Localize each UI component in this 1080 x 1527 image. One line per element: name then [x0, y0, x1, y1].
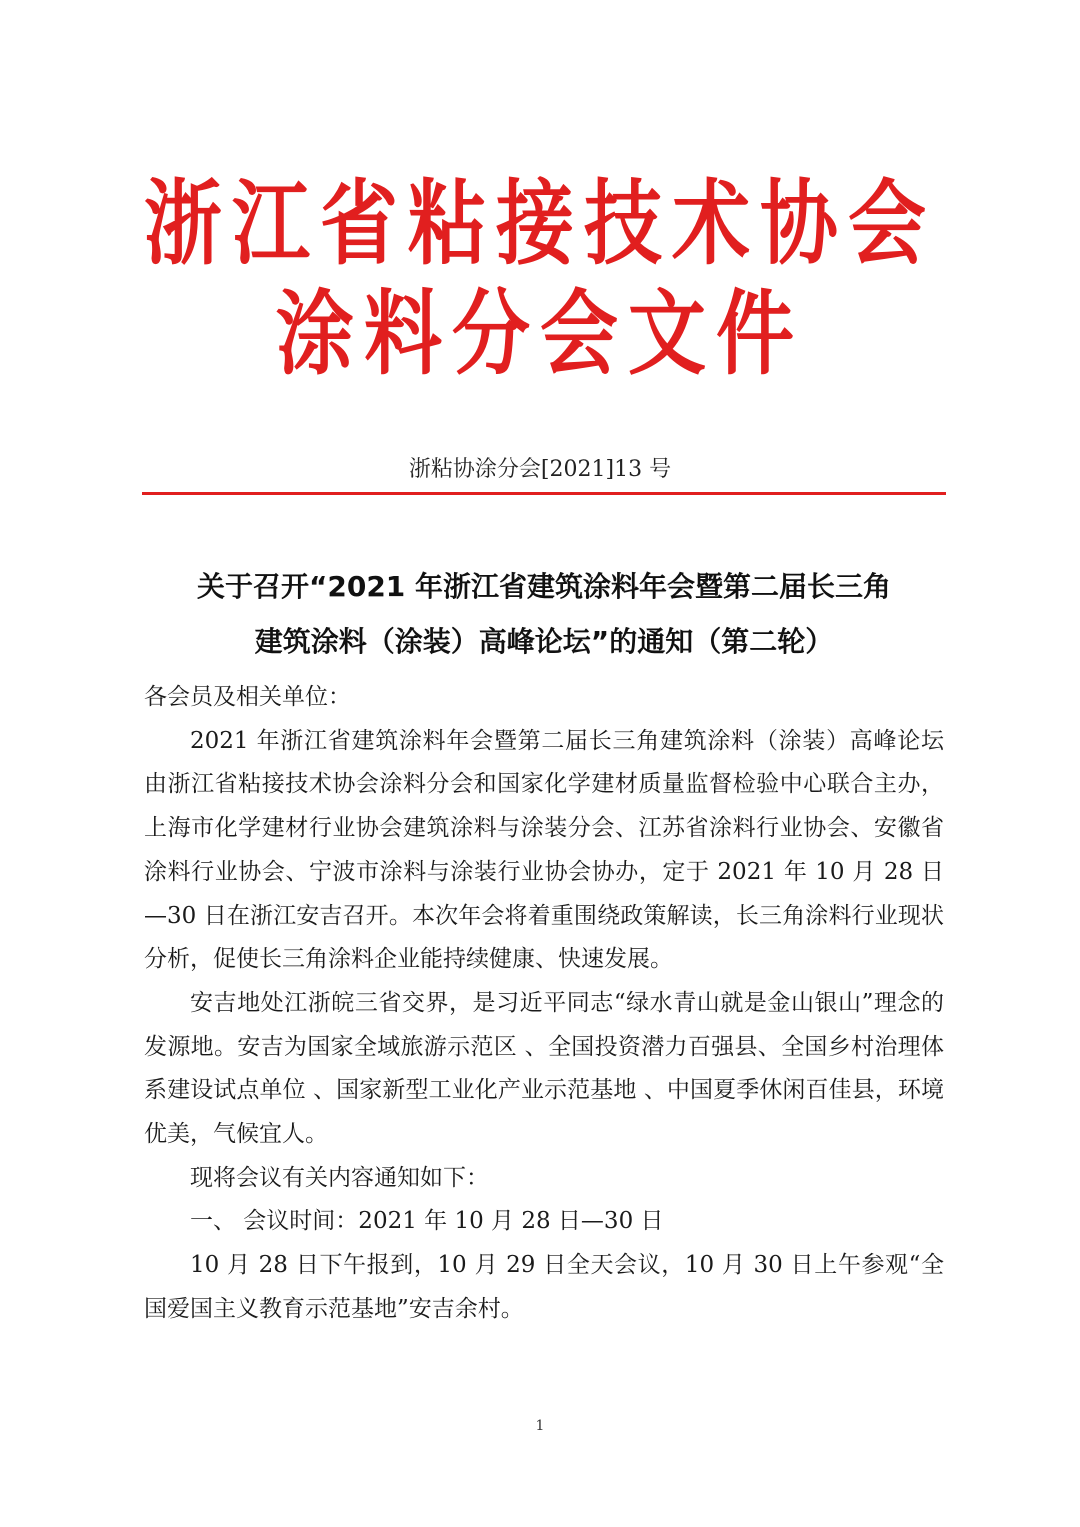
paragraph-intro: 2021 年浙江省建筑涂料年会暨第二届长三角建筑涂料（涂装）高峰论坛由浙江省粘接技术协会涂料分会和国家化学建材质量监督检验中心联合主办，上海市化学建材行业协会建筑涂料与涂装分会、江苏省涂料行业协会、安徽省涂料行业协会、宁波市涂料与涂装行业协会协办，定于 2021 年 10 月 28 日—30 日在浙江安吉召开。本次年会将着重围绕政策解读，长三角涂料行业现状分析，促使长三角涂料企业能持续健康、快速发展。: [144, 727, 944, 973]
section-heading-meeting-time: 一、 会议时间：2021 年 10 月 28 日—30 日: [190, 1208, 664, 1235]
notice-title-line-2: 建筑涂料（涂装）高峰论坛”的通知（第二轮）: [254, 625, 834, 658]
notice-title-line-1: 关于召开“2021 年浙江省建筑涂料年会暨第二届长三角: [196, 570, 892, 603]
red-divider: [142, 492, 946, 495]
document-number: 浙粘协涂分会[2021]13 号: [408, 457, 672, 482]
paragraph-notice: 现将会议有关内容通知如下：: [190, 1164, 489, 1191]
notice-body: [144, 676, 944, 1332]
letterhead-line-2: 涂料分会文件: [275, 281, 804, 389]
page-number: 1: [535, 1418, 545, 1434]
paragraph-schedule: 10 月 28 日下午报到，10 月 29 日全天会议，10 月 30 日上午参观“全国爱国主义教育示范基地”安吉余村。: [144, 1252, 944, 1322]
salutation: 各会员及相关单位：: [144, 684, 351, 710]
paragraph-anji: 安吉地处江浙皖三省交界，是习近平同志“绿水青山就是金山银山”理念的发源地。安吉为国家全域旅游示范区 、全国投资潜力百强县、全国乡村治理体系建设试点单位 、国家新型工业化产业示范基地 、中国夏季休闲百佳县，环境优美，气候宜人。: [144, 989, 944, 1148]
letterhead-line-1: 浙江省粘接技术协会: [143, 171, 936, 279]
